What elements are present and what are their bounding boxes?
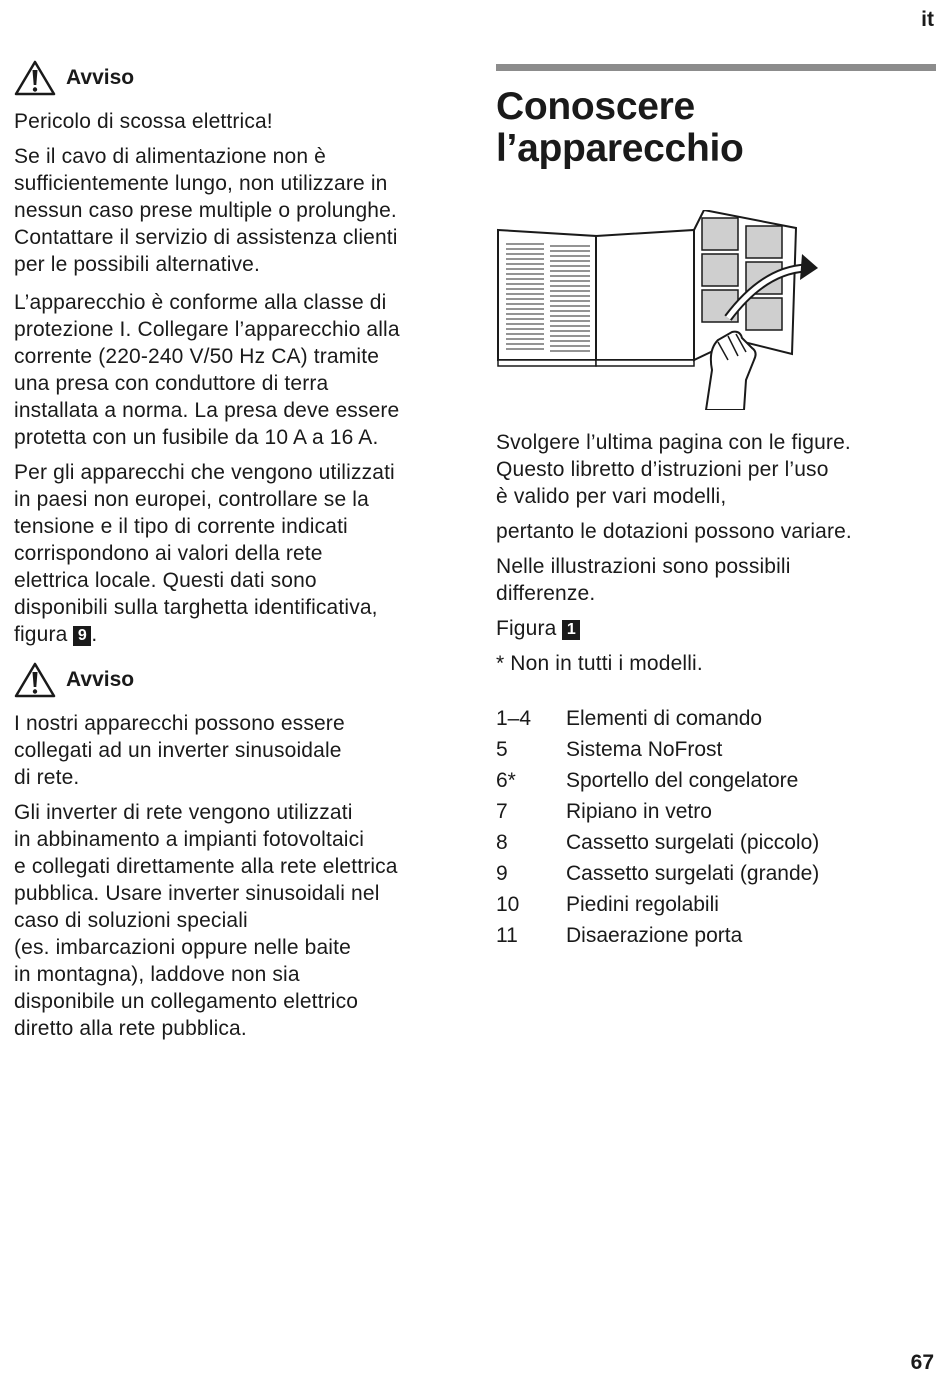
section-title: Conoscere l’apparecchio	[496, 85, 744, 170]
page-number: 67	[910, 1351, 934, 1374]
part-label: Disaerazione porta	[566, 924, 743, 947]
figure-number-badge: 1	[562, 620, 580, 640]
non-european-body: Per gli apparecchi che vengono utilizzati in paesi non europei, controllare se la tensione e il tipo di corrente indicati corrispondono ai valori della rete elettrica locale. Questi dati sono disponibili sulla targhetta identificativa,	[14, 461, 395, 619]
equipment-text: pertanto le dotazioni possono variare.	[496, 520, 852, 543]
language-code: it	[921, 8, 934, 31]
part-label: Sistema NoFrost	[566, 738, 723, 761]
list-item	[496, 703, 936, 734]
figure-label-text: Figura	[496, 617, 563, 640]
booklet-page-turn-illustration	[496, 210, 826, 410]
list-item	[496, 734, 936, 765]
list-item	[496, 858, 936, 889]
part-label: Sportello del congelatore	[566, 769, 799, 792]
warning-title: Avviso	[66, 66, 135, 89]
protection-class-text: L’apparecchio è conforme alla classe di protezione I. Collegare l’apparecchio alla corrente (220-240 V/50 Hz CA) tramite una presa con conduttore di terra installata a norma. La presa deve essere protetta con un fusibile da 10 A a 16 A.	[14, 291, 400, 449]
booklet-illustration	[496, 210, 936, 415]
parts-list	[496, 703, 936, 951]
warning-triangle-icon	[14, 60, 56, 96]
section-rule	[496, 64, 936, 71]
part-number: 7	[496, 800, 508, 823]
note-text: * Non in tutti i modelli.	[496, 652, 703, 675]
list-item	[496, 765, 936, 796]
part-number: 8	[496, 831, 508, 854]
inverter-text: I nostri apparecchi possono essere collegati ad un inverter sinusoidale di rete.	[14, 712, 345, 789]
part-number: 11	[496, 924, 518, 947]
grid-inverter-text: Gli inverter di rete vengono utilizzati in abbinamento a impianti fotovoltaici e collegati direttamente alla rete elettrica pubblica. Usare inverter sinusoidali nel caso di soluzioni speciali (es. imbarcazioni oppure nelle baite in montagna), laddove non sia disponibile un collegamento elettrico diretto alla rete pubblica.	[14, 801, 398, 1040]
part-number: 10	[496, 893, 520, 916]
figure-number-badge: 9	[73, 626, 91, 646]
left-column	[14, 60, 454, 1050]
figure-ref-prefix: figura	[14, 623, 74, 646]
warning-heading	[14, 60, 454, 96]
illustration-text: Nelle illustrazioni sono possibili differenze.	[496, 555, 791, 605]
non-european-text	[14, 459, 454, 648]
part-label: Cassetto surgelati (piccolo)	[566, 831, 820, 854]
intro-text: Svolgere l’ultima pagina con le figure. Questo libretto d’istruzioni per l’uso è valido per vari modelli,	[496, 431, 851, 508]
figure-ref-suffix: .	[91, 623, 98, 646]
part-number: 6*	[496, 769, 516, 792]
list-item	[496, 920, 936, 951]
warning-text: Pericolo di scossa elettrica!	[14, 110, 273, 133]
part-number: 9	[496, 862, 508, 885]
warning-triangle-icon	[14, 662, 56, 698]
figure-label	[496, 615, 936, 642]
warning-heading-2	[14, 662, 454, 698]
warning-title-2: Avviso	[66, 668, 135, 691]
part-label: Piedini regolabili	[566, 893, 719, 916]
list-item	[496, 827, 936, 858]
part-number: 1–4	[496, 707, 532, 730]
list-item	[496, 889, 936, 920]
part-number: 5	[496, 738, 508, 761]
part-label: Elementi di comando	[566, 707, 763, 730]
list-item	[496, 796, 936, 827]
part-label: Ripiano in vetro	[566, 800, 712, 823]
cable-length-text: Se il cavo di alimentazione non è sufficientemente lungo, non utilizzare in nessun caso prese multiple o prolunghe. Contattare il servizio di assistenza clienti per le possibili alternative.	[14, 145, 398, 276]
right-column	[496, 64, 936, 951]
part-label: Cassetto surgelati (grande)	[566, 862, 820, 885]
